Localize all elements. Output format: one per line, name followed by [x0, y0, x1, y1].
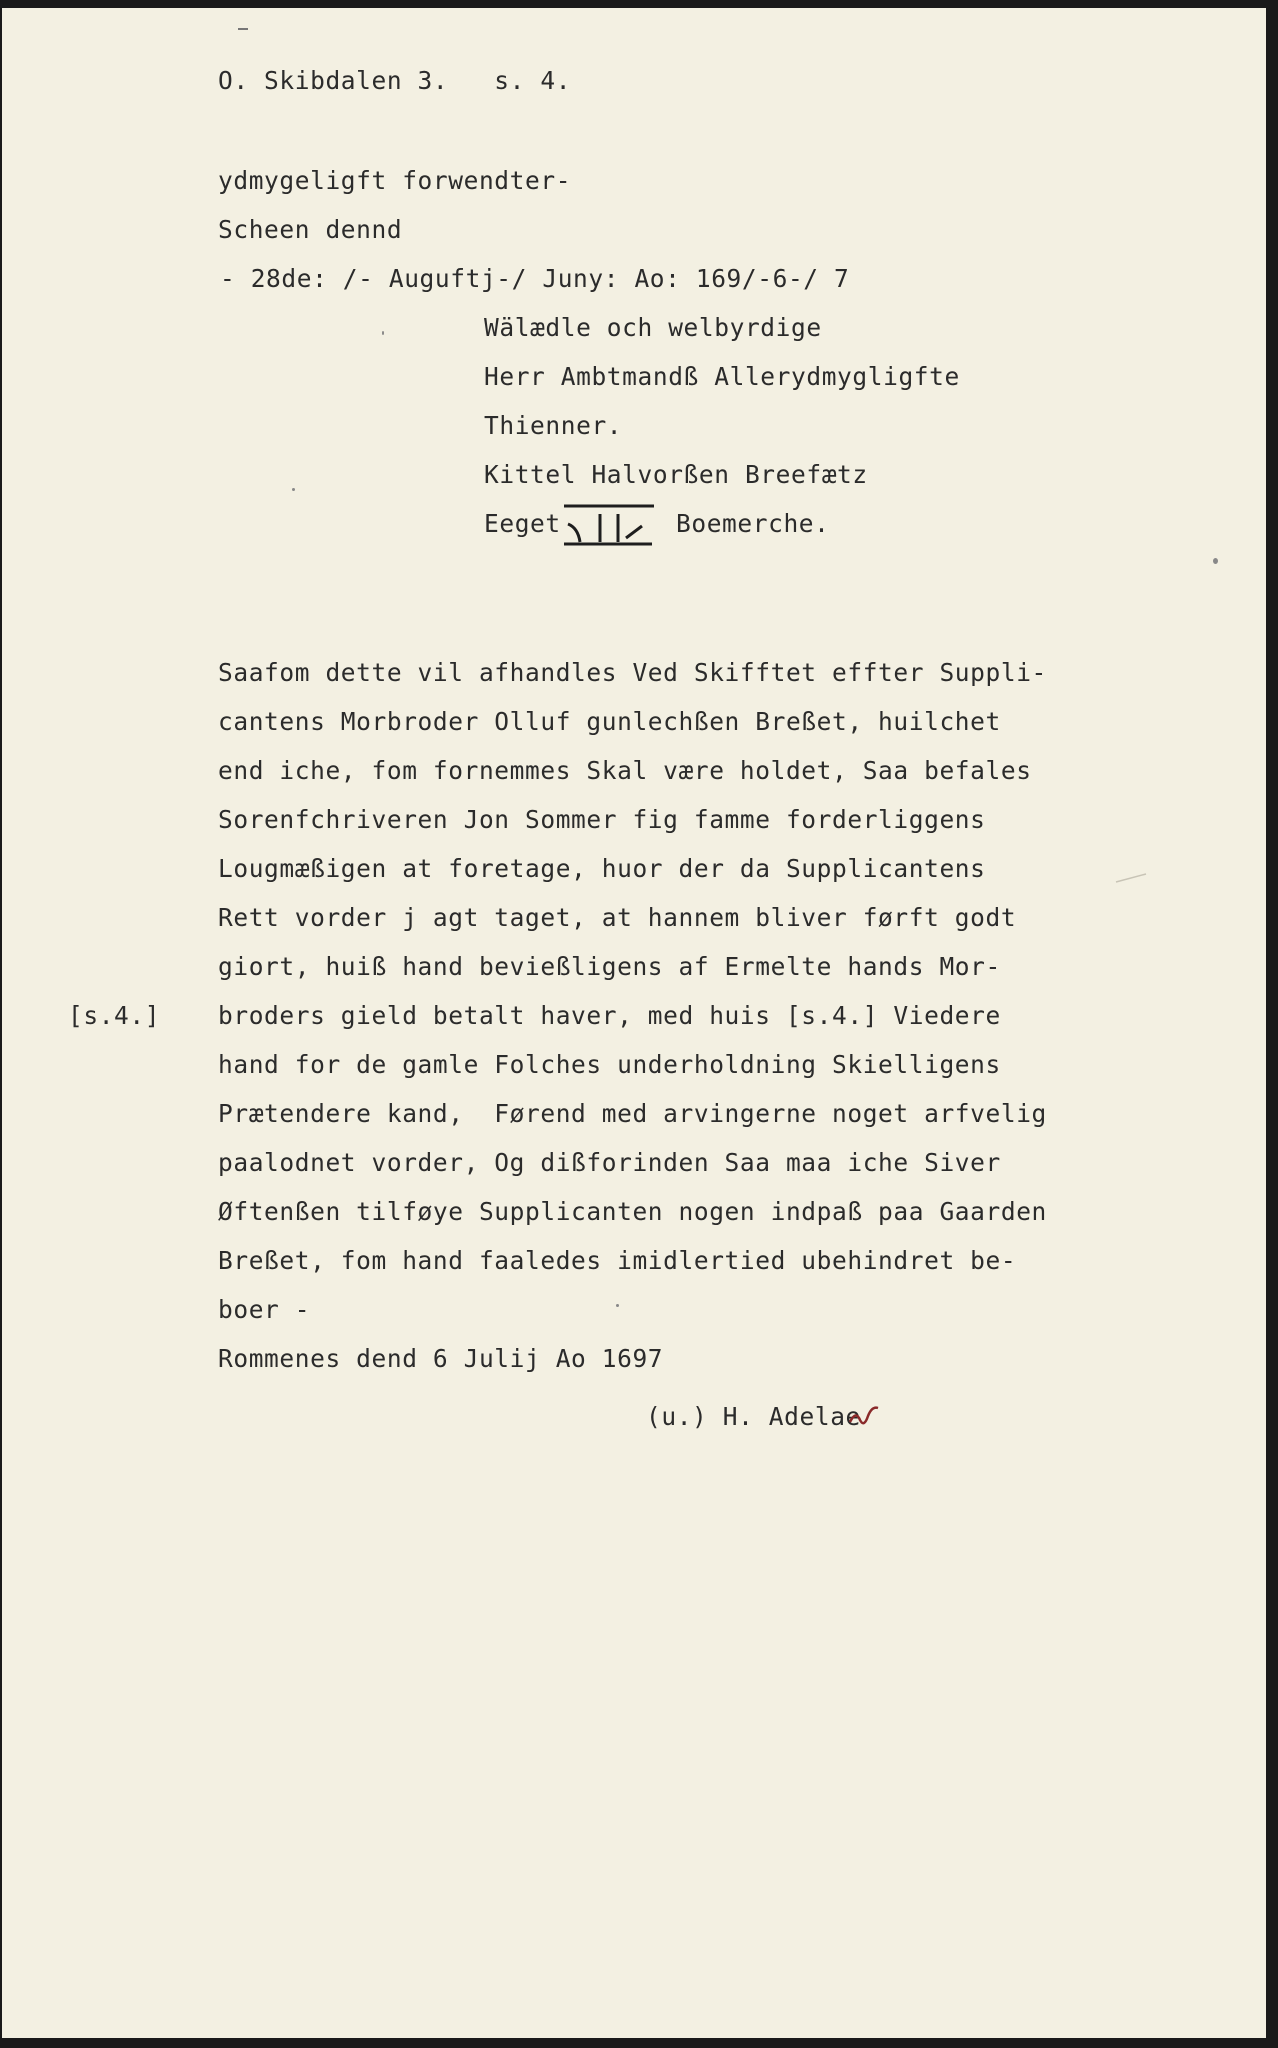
address-line-4: Kittel Halvorßen Breefætz [484, 460, 868, 489]
document-page [2, 8, 1266, 2038]
address-line-2: Herr Ambtmandß Allerydmygligfte [484, 362, 960, 391]
body-line: Sorenfchriveren Jon Sommer fig famme forderliggens [218, 805, 986, 834]
boemerche-mark-icon [560, 498, 658, 548]
paper-speck [1213, 558, 1218, 564]
body-line: paalodnet vorder, Og dißforinden Saa maa iche Siver [218, 1148, 1001, 1177]
body-line: Prætendere kand, Førend med arvingerne noget arfvelig [218, 1099, 1047, 1128]
body-line: Saafom dette vil afhandles Ved Skifftet effter Suppli- [218, 658, 1047, 687]
body-line: Rett vorder j agt taget, at hannem bliver førft godt [218, 903, 1017, 932]
archive-reference: O. Skibdalen 3. s. 4. [218, 66, 572, 95]
signature-line: (u.) H. Adelae [646, 1402, 861, 1431]
body-line: end iche, fom fornemmes Skal være holdet, Saa befales [218, 756, 1032, 785]
address-line-1: Wälædle och welbyrdige [484, 313, 822, 342]
mark-suffix: Boemerche. [676, 509, 830, 538]
address-line-3: Thienner. [484, 411, 623, 440]
body-line: giort, huiß hand bevießligens af Ermelte hands Mor- [218, 952, 1001, 981]
body-line: broders gield betalt haver, med huis [s.4.] Viedere [218, 1001, 1001, 1030]
paper-speck [382, 331, 384, 335]
place-date-line: Rommenes dend 6 Julij Ao 1697 [218, 1344, 664, 1373]
body-line: boer - [218, 1295, 311, 1324]
corner-dash [238, 28, 248, 30]
body-line: Lougmæßigen at foretage, huor der da Supplicantens [218, 854, 986, 883]
margin-page-note: [s.4.] [68, 1001, 161, 1030]
paper-speck [292, 488, 295, 491]
faint-pencil-mark-icon [1114, 872, 1148, 884]
body-line: Øftenßen tilføye Supplicanten nogen indpaß paa Gaarden [218, 1197, 1047, 1226]
signature-scribble-icon [848, 1400, 882, 1430]
body-line: hand for de gamle Folches underholdning Skielligens [218, 1050, 1001, 1079]
body-line: cantens Morbroder Olluf gunlechßen Breßet, huilchet [218, 707, 1001, 736]
mark-prefix: Eeget [484, 509, 561, 538]
body-line: Breßet, fom hand faaledes imidlertied ubehindret be- [218, 1246, 1017, 1275]
header-line-2: Scheen dennd [218, 215, 403, 244]
date-line: - 28de: /- Auguftj-/ Juny: Ao: 169/-6-/ 7 [220, 264, 850, 293]
paper-speck [616, 1304, 619, 1307]
header-line-1: ydmygeligft forwendter- [218, 166, 572, 195]
